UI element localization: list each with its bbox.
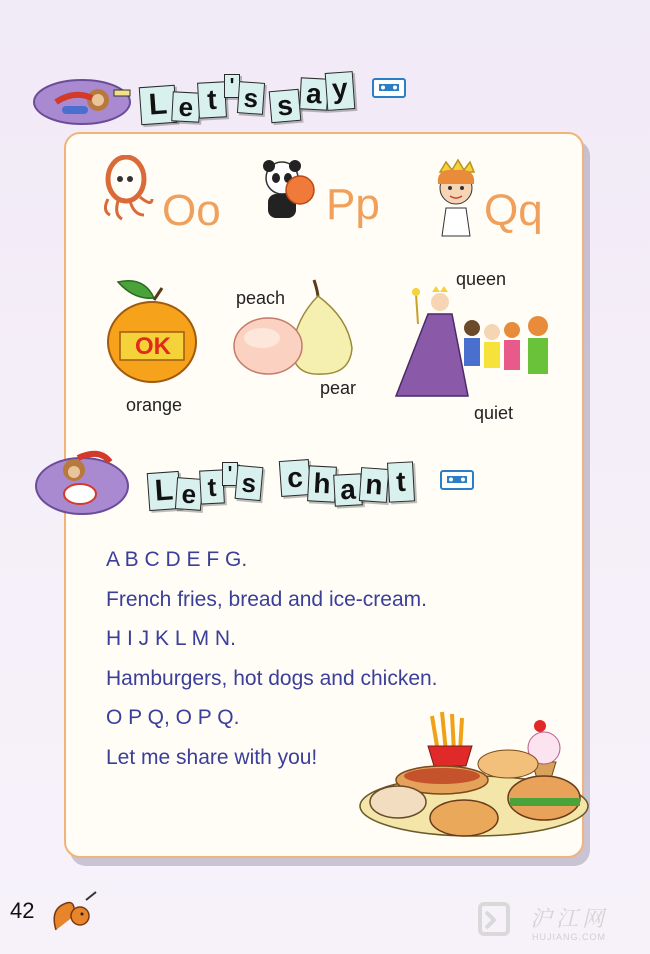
panda-icon <box>258 160 322 222</box>
word-quiet: quiet <box>474 403 514 423</box>
title-tile: t <box>199 469 225 504</box>
title-tile: a <box>333 473 363 506</box>
title-tile: y <box>325 71 356 111</box>
word-queen: queen <box>456 269 507 289</box>
word-pear: pear <box>320 378 357 398</box>
chant-line: O P Q, O P Q. <box>106 706 240 729</box>
title-tile: h <box>307 465 337 502</box>
title-tile: n <box>359 467 389 503</box>
mascot-badge-say <box>26 72 134 128</box>
chant-line: Let me share with you! <box>106 746 318 769</box>
title-tile: s <box>235 465 264 501</box>
octopus-icon <box>100 155 156 223</box>
title-tile: t <box>197 81 227 118</box>
title-tile: L <box>147 471 182 511</box>
chant-line: Hamburgers, hot dogs and chicken. <box>106 667 438 690</box>
cassette-icon[interactable] <box>372 78 406 98</box>
peach-pear-illustration <box>232 278 356 378</box>
squirrel-icon <box>50 890 98 936</box>
title-tile: t <box>387 461 415 502</box>
ok-badge: OK <box>135 333 171 360</box>
monkey-drum-icon <box>30 448 134 518</box>
orange-illustration <box>104 276 200 384</box>
title-tile: L <box>139 85 178 125</box>
title-tile: ' <box>222 462 238 486</box>
queen-children-illustration <box>388 284 568 400</box>
title-tile: c <box>279 459 311 497</box>
title-tile: s <box>237 81 265 115</box>
mascot-badge-chant <box>30 448 134 518</box>
letter-pair-qq: Qq <box>484 186 543 235</box>
chant-line: H I J K L M N. <box>106 627 236 650</box>
cassette-icon[interactable] <box>440 470 474 490</box>
title-tile: a <box>299 77 329 110</box>
title-tile: e <box>171 91 201 122</box>
watermark-subtext: HUJIANG.COM <box>532 932 606 942</box>
queen-icon <box>426 158 486 238</box>
chant-line: A B C D E F G. <box>106 548 248 571</box>
word-peach: peach <box>236 288 286 308</box>
letter-pair-oo: Oo <box>162 186 221 235</box>
watermark-text: 沪江网 <box>530 907 609 932</box>
monkey-flying-icon <box>26 72 134 128</box>
title-tile: ' <box>224 74 240 98</box>
watermark-logo-icon <box>478 900 512 940</box>
chant-line: French fries, bread and ice-cream. <box>106 588 427 611</box>
title-tile: e <box>175 477 203 511</box>
page-number: 42 <box>10 898 35 923</box>
food-platter-illustration <box>354 702 590 842</box>
letter-pair-pp: Pp <box>326 180 380 229</box>
word-orange: orange <box>126 395 183 415</box>
title-tile: s <box>269 89 302 123</box>
